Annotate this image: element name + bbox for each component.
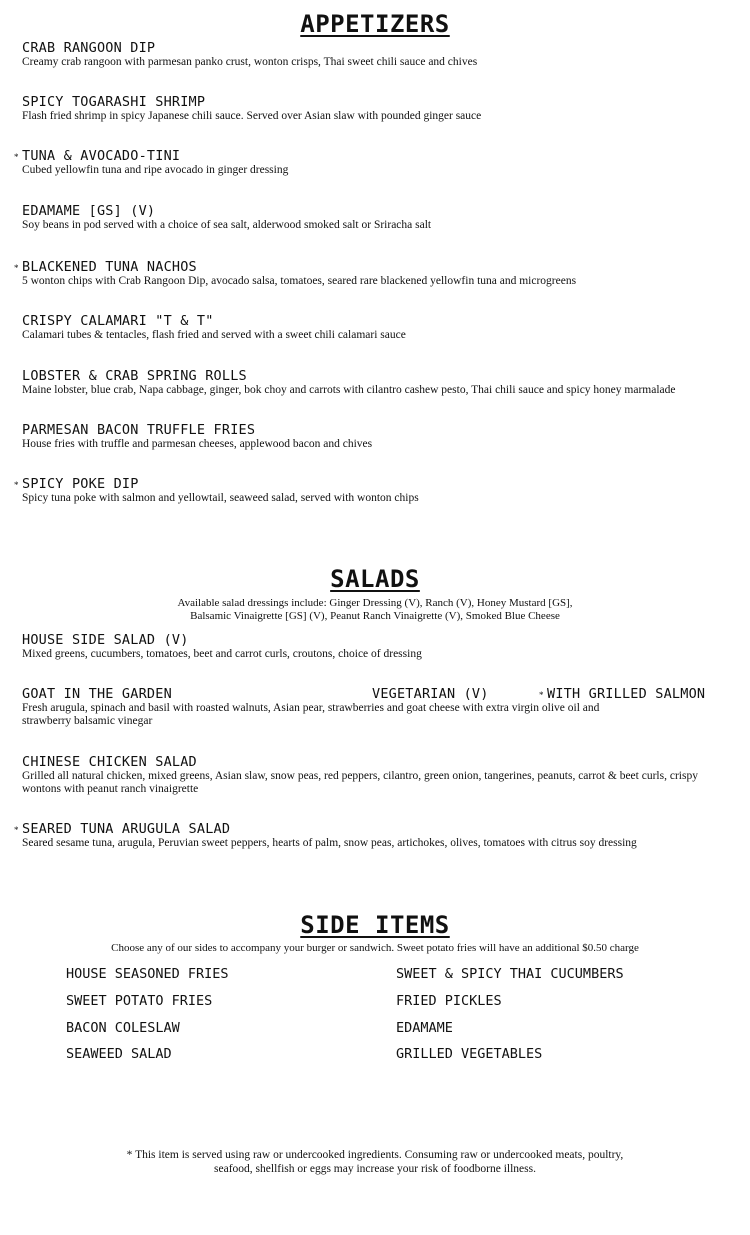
appetizers-heading: APPETIZERS (300, 10, 450, 38)
menu-item-chinese-chicken-salad (22, 754, 712, 796)
side-item: SWEET POTATO FRIES (66, 993, 213, 1009)
sides-note: Choose any of our sides to accompany your burger or sandwich. Sweet potato fries will have an additional $0.50 charge (111, 942, 639, 954)
grilled-salmon-option: * WITH GRILLED SALMON (539, 686, 706, 702)
item-description: Grilled all natural chicken, mixed greens, Asian slaw, snow peas, red peppers, cilantro, green onion, tangerines, peanuts, carrot & beet curls, crispy wontons with peanut ranch vinaigrette (22, 770, 698, 795)
raw-item-asterisk: * (14, 152, 19, 162)
item-description: Maine lobster, blue crab, Napa cabbage, ginger, bok choy and carrots with cilantro cashew pesto, Thai chili sauce and spicy honey marmalade (22, 384, 676, 396)
menu-item-house-side-salad (22, 632, 722, 661)
vegetarian-option: VEGETARIAN (V) (372, 686, 489, 702)
raw-item-asterisk: * (14, 825, 19, 835)
raw-food-disclaimer: * This item is served using raw or undercooked ingredients. Consuming raw or undercooked meats, poultry, seafood, shellfish or eggs may increase your risk of foodborne illness. (126, 1149, 624, 1175)
menu-item-tuna-avocado-tini (14, 148, 722, 177)
side-item: BACON COLESLAW (66, 1020, 180, 1036)
menu-item-spicy-togarashi-shrimp (22, 94, 722, 123)
raw-item-asterisk: * (14, 480, 19, 490)
salad-dressings-note: Available salad dressings include: Ginger Dressing (V), Ranch (V), Honey Mustard [GS], Balsamic Vinaigrette [GS] (V), Peanut Ranch Vinaigrette (V), Smoked Blue Cheese (177, 597, 573, 622)
item-description: 5 wonton chips with Crab Rangoon Dip, avocado salsa, tomatoes, seared rare blackened yellowfin tuna and microgreens (22, 275, 577, 287)
item-description: Cubed yellowfin tuna and ripe avocado in ginger dressing (22, 164, 289, 176)
item-name: LOBSTER & CRAB SPRING ROLLS (22, 368, 247, 384)
side-item: GRILLED VEGETABLES (396, 1046, 543, 1062)
item-name: * SPICY POKE DIP (14, 476, 139, 492)
item-name: * SEARED TUNA ARUGULA SALAD (14, 821, 231, 837)
item-name: CHINESE CHICKEN SALAD (22, 754, 197, 770)
item-description: Seared sesame tuna, arugula, Peruvian sweet peppers, hearts of palm, snow peas, artichokes, olives, tomatoes with citrus soy dressing (22, 837, 637, 849)
side-items-heading: SIDE ITEMS (300, 911, 450, 939)
menu-item-crispy-calamari (22, 313, 722, 342)
item-description: Spicy tuna poke with salmon and yellowtail, seaweed salad, served with wonton chips (22, 492, 419, 504)
item-name: SPICY TOGARASHI SHRIMP (22, 94, 206, 110)
item-name: EDAMAME [GS] (V) (22, 203, 156, 219)
item-name: PARMESAN BACON TRUFFLE FRIES (22, 422, 256, 438)
menu-item-edamame (22, 203, 722, 232)
side-item: HOUSE SEASONED FRIES (66, 966, 229, 982)
item-description: Soy beans in pod served with a choice of sea salt, alderwood smoked salt or Sriracha salt (22, 219, 432, 231)
menu-item-blackened-tuna-nachos (14, 259, 722, 288)
side-item: FRIED PICKLES (396, 993, 502, 1009)
raw-item-asterisk: * (539, 690, 544, 700)
item-name: CRAB RANGOON DIP (22, 40, 156, 56)
menu-item-crab-rangoon-dip (22, 40, 722, 69)
item-description: Calamari tubes & tentacles, flash fried and served with a sweet chili calamari sauce (22, 329, 406, 341)
side-item: SEAWEED SALAD (66, 1046, 172, 1062)
item-description: Flash fried shrimp in spicy Japanese chili sauce. Served over Asian slaw with pounded ginger sauce (22, 110, 482, 122)
item-name: * BLACKENED TUNA NACHOS (14, 259, 197, 275)
menu-item-seared-tuna-arugula-salad (14, 821, 722, 850)
side-item: SWEET & SPICY THAI CUCUMBERS (396, 966, 624, 982)
item-name: CRISPY CALAMARI "T & T" (22, 313, 214, 329)
item-name: HOUSE SIDE SALAD (V) (22, 632, 189, 648)
menu-item-spicy-poke-dip (14, 476, 722, 505)
item-description: Creamy crab rangoon with parmesan panko crust, wonton crisps, Thai sweet chili sauce and chives (22, 56, 478, 68)
side-item: EDAMAME (396, 1020, 453, 1036)
item-description: House fries with truffle and parmesan cheeses, applewood bacon and chives (22, 438, 373, 450)
salads-heading: SALADS (330, 565, 420, 593)
item-name: GOAT IN THE GARDEN VEGETARIAN (V) * WITH GRILLED SALMON (22, 686, 706, 702)
menu-item-lobster-crab-spring-rolls (22, 368, 737, 397)
raw-item-asterisk: * (14, 263, 19, 273)
item-description: Fresh arugula, spinach and basil with roasted walnuts, Asian pear, strawberries and goat cheese with extra virgin olive oil and strawberry balsamic vinegar (22, 702, 600, 727)
menu-item-goat-in-the-garden (22, 686, 712, 728)
item-name: * TUNA & AVOCADO-TINI (14, 148, 181, 164)
item-description: Mixed greens, cucumbers, tomatoes, beet and carrot curls, croutons, choice of dressing (22, 648, 422, 660)
menu-item-parmesan-bacon-truffle-fries (22, 422, 722, 451)
